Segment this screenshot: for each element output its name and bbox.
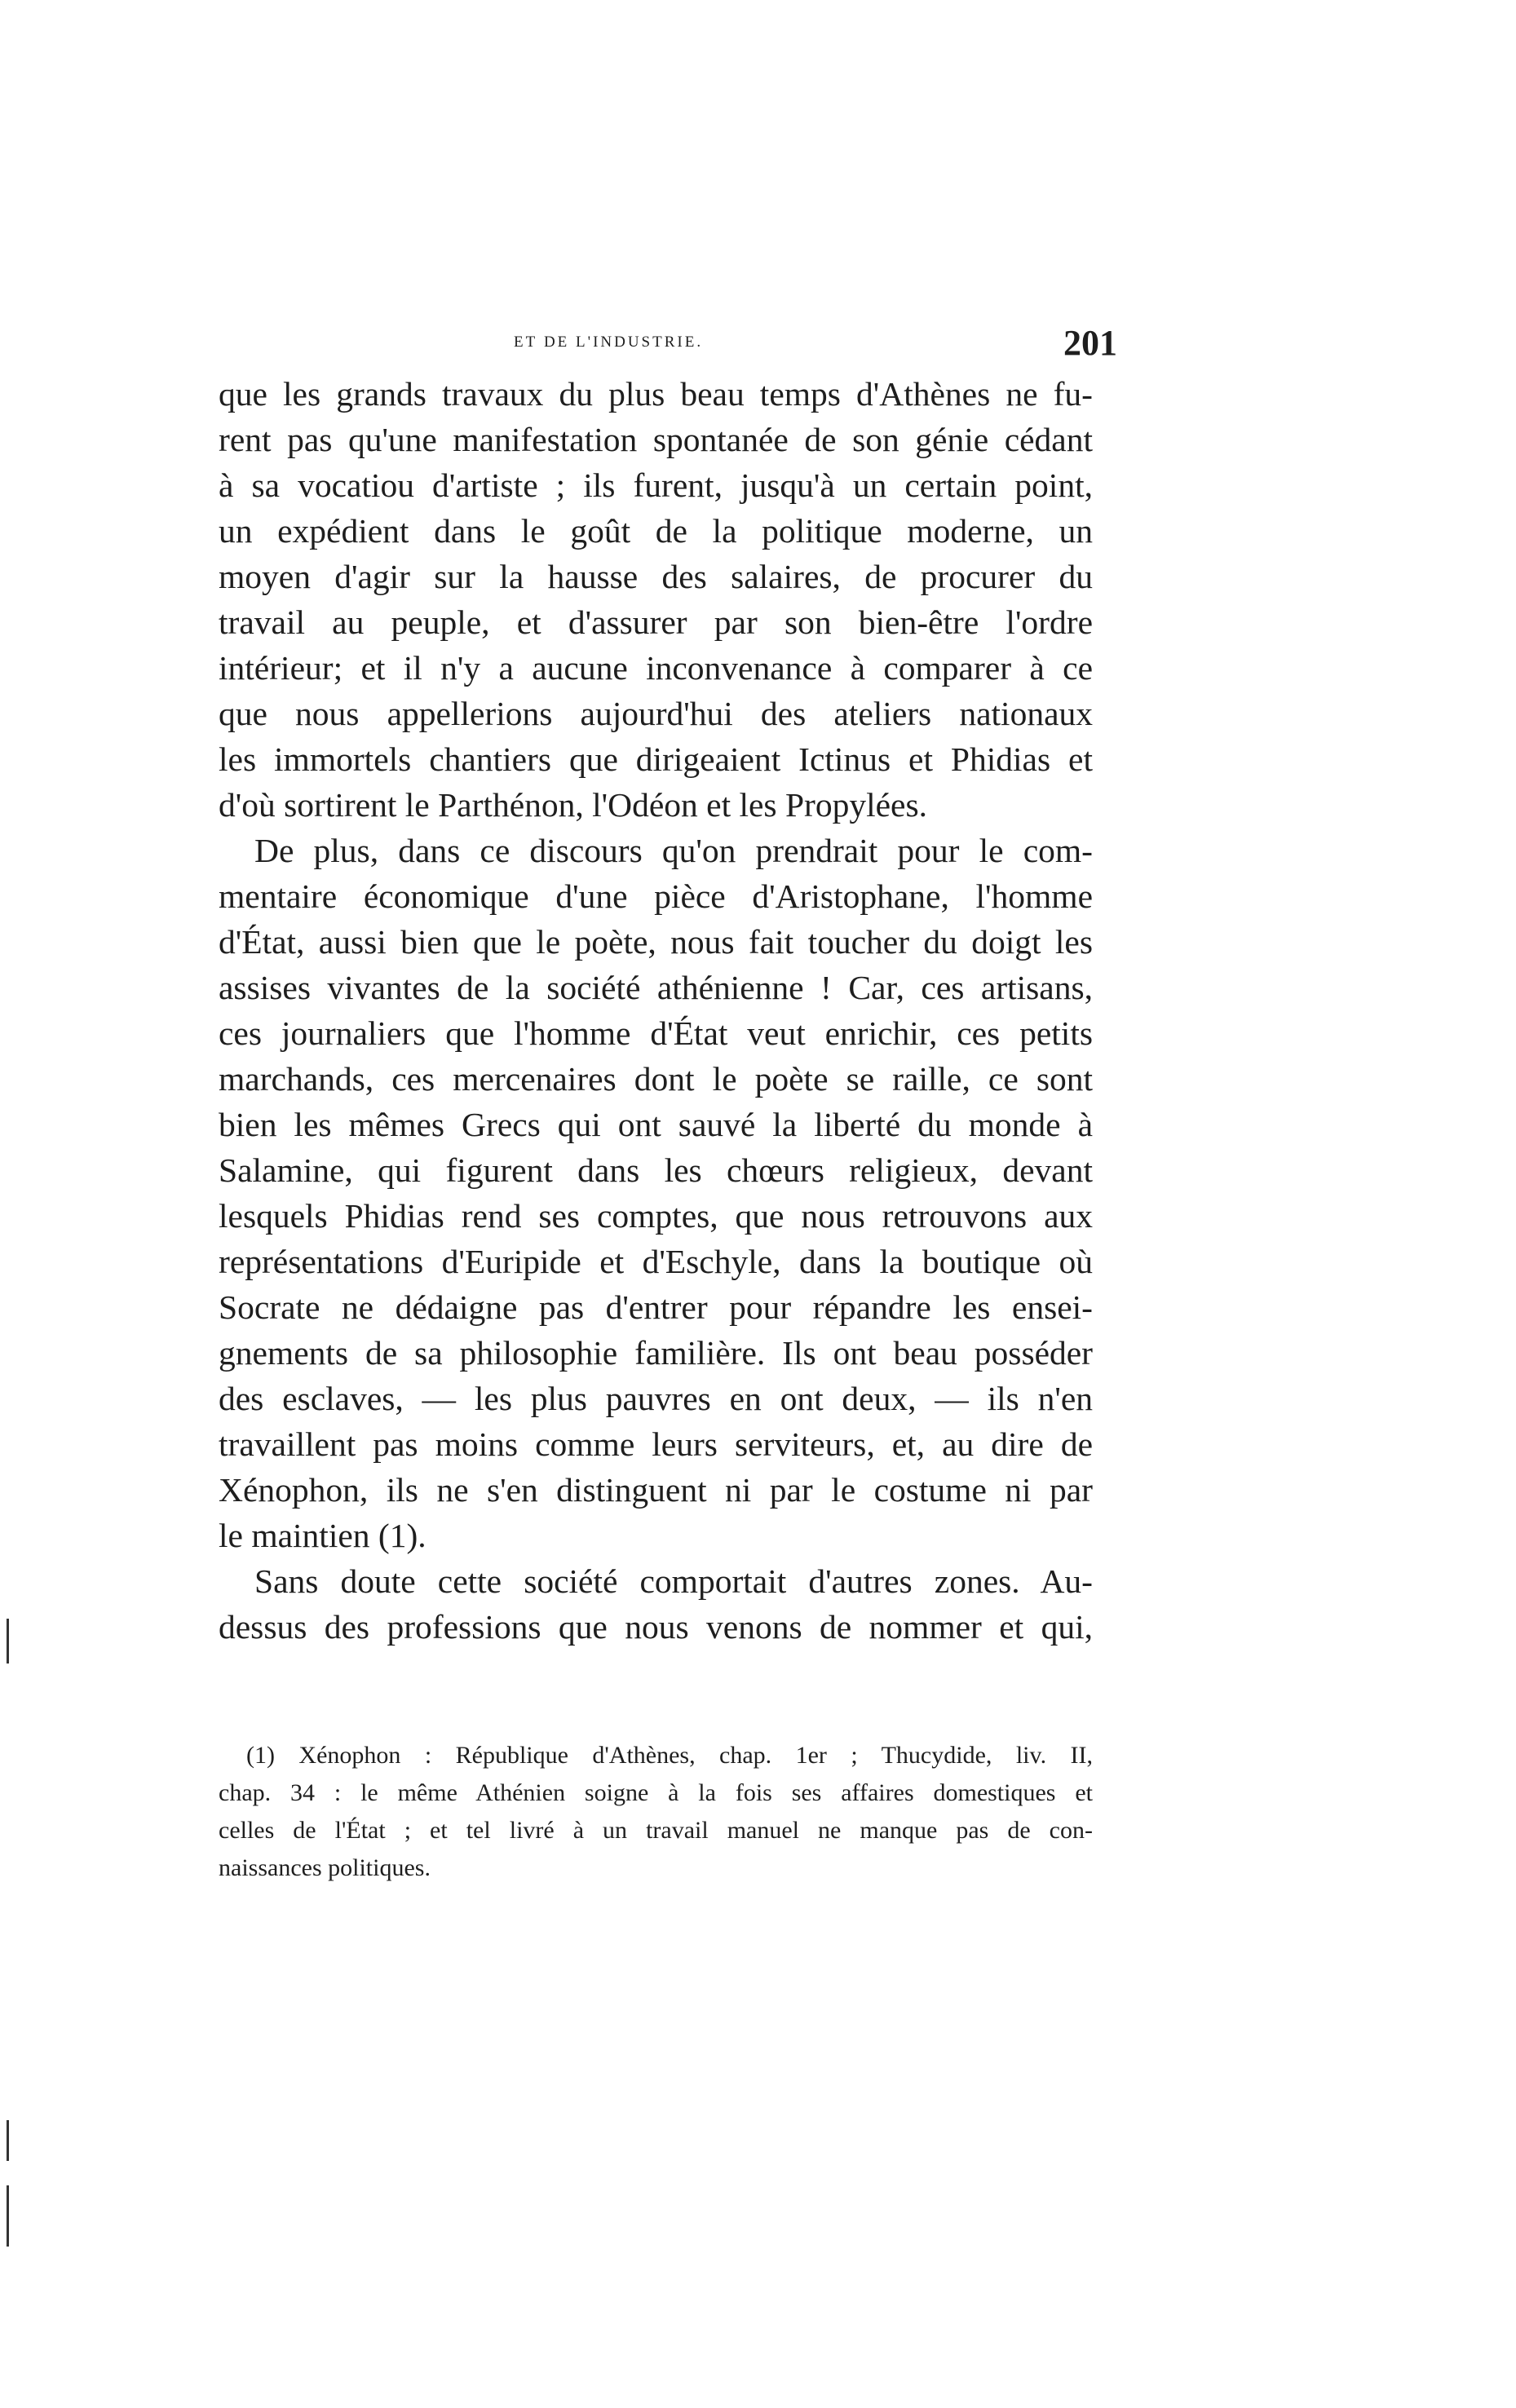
text-line: que les grands travaux du plus beau temps d'Athènes ne fu- — [219, 375, 1093, 413]
text-line: intérieur; et il n'y a aucune inconvenance à comparer à ce — [219, 649, 1093, 687]
text-line: un expédient dans le goût de la politique moderne, un — [219, 512, 1093, 550]
text-line: De plus, dans ce discours qu'on prendrait pour le com- — [254, 832, 1093, 869]
scan-mark — [7, 2185, 9, 2247]
text-line: assises vivantes de la société athénienne ! Car, ces artisans, — [219, 969, 1093, 1006]
footnote-line: chap. 34 : le même Athénien soigne à la fois ses affaires domestiques et — [219, 1779, 1093, 1806]
footnotes — [219, 1737, 1093, 1887]
text-line: à sa vocatiou d'artiste ; ils furent, jusqu'à un certain point, — [219, 466, 1093, 504]
text-line: d'État, aussi bien que le poète, nous fait toucher du doigt les — [219, 923, 1093, 961]
text-line: dessus des professions que nous venons de nommer et qui, — [219, 1608, 1093, 1646]
scan-mark — [7, 1619, 9, 1664]
footnote-line: naissances politiques. — [219, 1854, 431, 1881]
text-line: le maintien (1). — [219, 1517, 427, 1554]
text-line: marchands, ces mercenaires dont le poète se raille, ce sont — [219, 1060, 1093, 1098]
text-line: Xénophon, ils ne s'en distinguent ni par le costume ni par — [219, 1471, 1093, 1509]
text-line: lesquels Phidias rend ses comptes, que nous retrouvons aux — [219, 1197, 1093, 1235]
text-line: Socrate ne dédaigne pas d'entrer pour répandre les ensei- — [219, 1288, 1093, 1326]
text-line: gnements de sa philosophie familière. Ils ont beau posséder — [219, 1334, 1093, 1372]
text-line: ces journaliers que l'homme d'État veut enrichir, ces petits — [219, 1014, 1093, 1052]
text-line: bien les mêmes Grecs qui ont sauvé la liberté du monde à — [219, 1106, 1093, 1143]
text-line: d'où sortirent le Parthénon, l'Odéon et les Propylées. — [219, 786, 927, 824]
scan-mark — [7, 2120, 9, 2161]
page-number: 201 — [1063, 323, 1117, 363]
text-line: travail au peuple, et d'assurer par son bien-être l'ordre — [219, 603, 1093, 641]
text-line: des esclaves, — les plus pauvres en ont deux, — ils n'en — [219, 1380, 1093, 1417]
running-title: et de l'industrie. — [514, 327, 704, 351]
text-line: les immortels chantiers que dirigeaient Ictinus et Phidias et — [219, 740, 1093, 778]
text-line: Salamine, qui figurent dans les chœurs religieux, devant — [219, 1151, 1093, 1189]
text-line: rent pas qu'une manifestation spontanée de son génie cédant — [219, 421, 1093, 458]
page-header — [220, 322, 1117, 371]
text-line: représentations d'Euripide et d'Eschyle, dans la boutique où — [219, 1243, 1093, 1280]
text-line: Sans doute cette société comportait d'autres zones. Au- — [254, 1562, 1093, 1600]
body-text — [219, 371, 1093, 1650]
text-line: mentaire économique d'une pièce d'Aristophane, l'homme — [219, 877, 1093, 915]
text-line: que nous appellerions aujourd'hui des ateliers nationaux — [219, 695, 1093, 732]
text-line: travaillent pas moins comme leurs serviteurs, et, au dire de — [219, 1425, 1093, 1463]
footnote-line: (1) Xénophon : République d'Athènes, chap. 1er ; Thucydide, liv. II, — [246, 1742, 1093, 1769]
text-line: moyen d'agir sur la hausse des salaires, de procurer du — [219, 558, 1093, 595]
footnote-line: celles de l'État ; et tel livré à un travail manuel ne manque pas de con- — [219, 1817, 1093, 1844]
